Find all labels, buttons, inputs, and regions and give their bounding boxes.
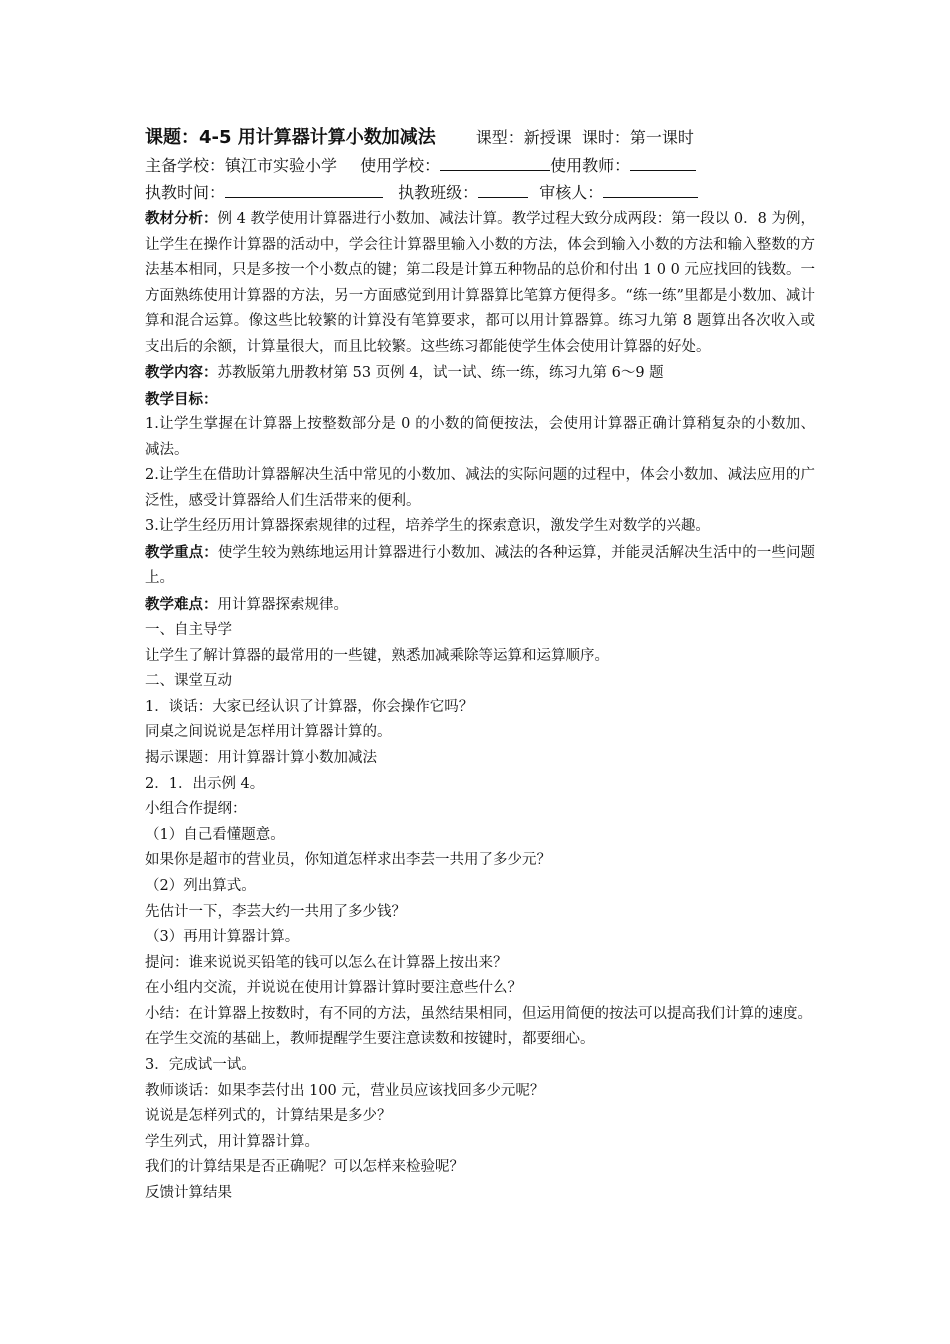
body-line: （2）列出算式。 bbox=[145, 877, 256, 894]
difficulty-label: 教学难点： bbox=[145, 595, 218, 613]
lesson-period: 课时：第一课时 bbox=[581, 128, 694, 147]
content-text: 苏教版第九册教材第 53 页例 4，试一试、练一练，练习九第 6～9 题 bbox=[217, 365, 664, 381]
prep-school-label: 主备学校： bbox=[145, 156, 226, 175]
reviewer-blank bbox=[603, 181, 698, 198]
key-point-paragraph bbox=[145, 540, 815, 592]
analysis-label: 教材分析： bbox=[145, 210, 218, 227]
lesson-type: 课型：新授课 bbox=[475, 128, 572, 147]
use-teacher-blank bbox=[630, 154, 696, 171]
body-line: （3）再用计算器计算。 bbox=[145, 929, 300, 946]
goals-label: 教学目标： bbox=[145, 390, 218, 408]
content-label: 教学内容： bbox=[145, 364, 218, 381]
tail-line: 在学生交流的基础上，教师提醒学生要注意读数和按键时，都要细心。 bbox=[145, 1031, 595, 1048]
page-title: 4-5 用计算器计算小数加减法 bbox=[199, 127, 436, 148]
content-paragraph bbox=[145, 360, 815, 387]
tail-line: 学生列式，用计算器计算。 bbox=[145, 1133, 319, 1150]
key-point-label: 教学重点： bbox=[145, 543, 218, 561]
use-school-blank bbox=[440, 154, 550, 171]
teach-class-blank bbox=[478, 181, 528, 198]
body-line: 2．1．出示例 4。 bbox=[145, 775, 265, 792]
body-line: 一、自主导学 bbox=[145, 622, 232, 638]
summary-paragraph: 小结：在计算器上按数时，有不同的方法，虽然结果相同，但运用简便的按法可以提高我们计算的速度。 bbox=[145, 1005, 812, 1022]
body-line: 小组合作提纲： bbox=[145, 801, 247, 818]
body-line: 揭示课题：用计算器计算小数加减法 bbox=[145, 749, 377, 766]
analysis-paragraph bbox=[145, 206, 815, 360]
body-line: 二、课堂互动 bbox=[145, 673, 232, 690]
goal-item: 3.让学生经历用计算器探索规律的过程，培养学生的探索意识，激发学生对数学的兴趣。 bbox=[145, 518, 710, 534]
body-line: 在小组内交流，并说说在使用计算器计算时要注意些什么？ bbox=[145, 980, 522, 997]
body-line: 如果你是超市的营业员，你知道怎样求出李芸一共用了多少元？ bbox=[145, 852, 551, 869]
prep-school: 镇江市实验小学 bbox=[225, 156, 338, 175]
key-point-text: 使学生较为熟练地运用计算器进行小数加、减法的各种运算，并能灵活解决生活中的一些问题上。 bbox=[145, 544, 816, 586]
difficulty-paragraph bbox=[145, 592, 815, 619]
body-line: 1．谈话：大家已经认识了计算器，你会操作它吗？ bbox=[145, 698, 474, 715]
use-teacher-label: 使用教师： bbox=[550, 156, 631, 175]
tail-line: 3．完成试一试。 bbox=[145, 1057, 256, 1073]
goal-item: 2.让学生在借助计算器解决生活中常见的小数加、减法的实际问题的过程中，体会小数加、减法应用的广泛性，感受计算器给人们生活带来的便利。 bbox=[145, 467, 815, 509]
body-line: 先估计一下，李芸大约一共用了多少钱？ bbox=[145, 903, 406, 920]
tail-line: 说说是怎样列式的，计算结果是多少？ bbox=[145, 1108, 392, 1125]
analysis-text: 例 4 教学使用计算器进行小数加、减法计算。教学过程大致分成两段：第一段以 0．8 为例，让学生在操作计算器的活动中，学会往计算器里输入小数的方法，体会到输入小数的方法和输入整数的方法基本相同，只是多按一个小数点的键；第二段是计算五种物品的总价和付出 1 0 0 元应找回的钱数。一方面熟练使用计算器的方法，另一方面感觉到用计算器算比笔算方便得多。“练一练”里都是小数加、减计算和混合运算。像这些比较繁的计算没有笔算要求，都可以用计算器算。练习九第 8 题算出各次收入或支出后的余额，计算量很大，而且比较繁。这些练习都能使学生体会使用计算器的好处。 bbox=[145, 211, 816, 355]
reviewer-label: 审核人： bbox=[539, 183, 604, 202]
teaching-row bbox=[145, 179, 815, 206]
body-line: 让学生了解计算器的最常用的一些键，熟悉加减乘除等运算和运算顺序。 bbox=[145, 647, 609, 664]
tail-line: 教师谈话：如果李芸付出 100 元，营业员应该找回多少元呢？ bbox=[145, 1082, 545, 1099]
difficulty-text: 用计算器探索规律。 bbox=[217, 596, 348, 613]
tail-line: 我们的计算结果是否正确呢？可以怎样来检验呢？ bbox=[145, 1159, 464, 1176]
tail-line: 反馈计算结果 bbox=[145, 1184, 232, 1201]
teach-time-label: 执教时间： bbox=[145, 183, 226, 202]
title-row bbox=[145, 124, 815, 152]
title-label: 课题： bbox=[145, 127, 199, 148]
use-school-label: 使用学校： bbox=[360, 156, 441, 175]
document-content bbox=[145, 124, 815, 1207]
teach-time-blank bbox=[225, 181, 383, 198]
body-line: 提问：谁来说说买铅笔的钱可以怎么在计算器上按出来？ bbox=[145, 954, 508, 971]
body-line: （1）自己看懂题意。 bbox=[145, 826, 285, 843]
teach-class-label: 执教班级： bbox=[398, 183, 479, 202]
goal-item: 1.让学生掌握在计算器上按整数部分是 0 的小数的简便按法，会使用计算器正确计算稍复杂的小数加、减法。 bbox=[145, 416, 815, 458]
school-row bbox=[145, 152, 815, 179]
body-line: 同桌之间说说是怎样用计算器计算的。 bbox=[145, 724, 392, 741]
